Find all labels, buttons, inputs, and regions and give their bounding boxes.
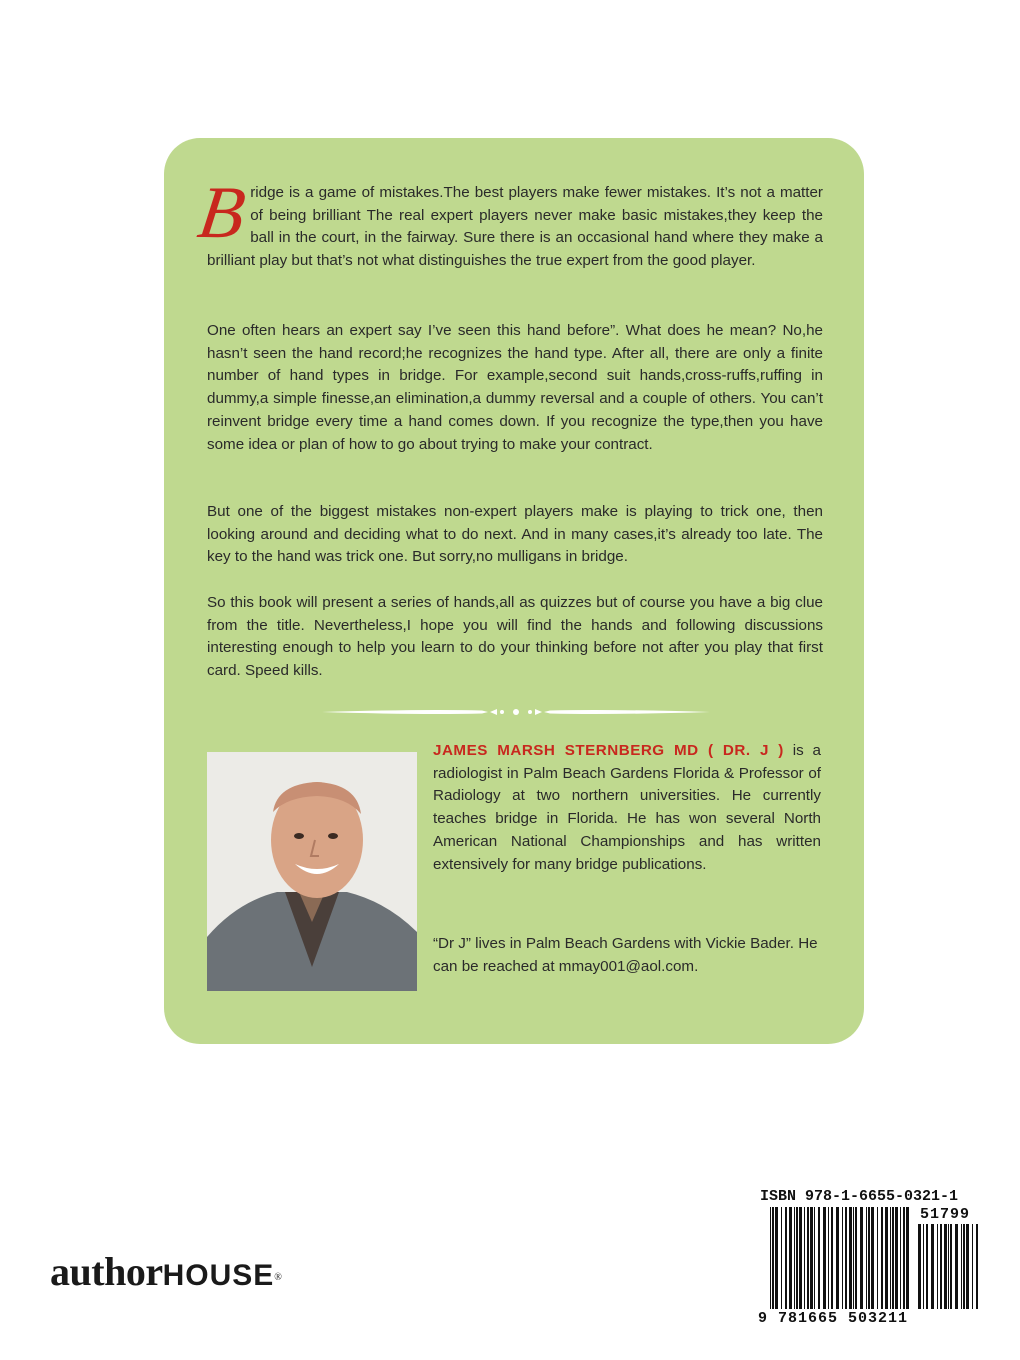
author-name: JAMES MARSH STERNBERG MD ( DR. J ) (433, 742, 784, 759)
divider-ornament (322, 700, 710, 724)
author-contact: “Dr J” lives in Palm Beach Gardens with Vickie Bader. He can be reached at mmay001@aol.com. (433, 935, 818, 975)
author-bio (433, 740, 821, 876)
author-photo (207, 752, 417, 991)
intro-paragraph-3: But one of the biggest mistakes non-expert players make is playing to trick one, then looking around and deciding what to do next. And in many cases,it’s already too late. The key to the hand was trick one. But sorry,no mulligans in bridge. (207, 503, 823, 566)
registered-mark: ® (274, 1272, 282, 1283)
addon-barcode-icon (918, 1224, 980, 1309)
author-portrait-icon (207, 752, 417, 991)
ean-digits: 9 781665 503211 (758, 1310, 909, 1327)
logo-word-author: author (50, 1249, 163, 1294)
logo-word-house: HOUSE (162, 1259, 275, 1292)
isbn-label: ISBN 978-1-6655-0321-1 (760, 1188, 959, 1205)
publisher-logo (50, 1250, 282, 1294)
intro-paragraph-2: One often hears an expert say I’ve seen this hand before”. What does he mean? No,he hasn’t seen the hand record;he recognizes the hand type. After all, there are only a finite number of hand types in bridge. For example,second suit hands,cross-ruffs,ruffing in dummy,a simple finesse,an elimination,a dummy reversal and a couple of others. You can’t reinvent bridge every time a hand comes down. If you recognize the type,then you have some idea or plan of how to go about trying to make your contract. (207, 322, 823, 453)
author-bio-text: is a radiologist in Palm Beach Gardens Florida & Professor of Radiology at two northern universities. He currently teaches bridge in Florida. He has won several North American National Championships and has written extensively for many bridge publications. (433, 742, 821, 873)
intro-paragraph-4: So this book will present a series of hands,all as quizzes but of course you have a big clue from the title. Nevertheless,I hope you will find the hands and following discussions interesting enough to help you learn to do your thinking before not after you play that first card. Speed kills. (207, 594, 823, 680)
price-code: 51799 (920, 1206, 971, 1223)
intro-paragraph-1-text: ridge is a game of mistakes.The best players make fewer mistakes. It’s not a matter of being brilliant The real expert players never make basic mistakes,they keep the ball in the court, in the fairway. Sure there is an occasional hand where they make a brilliant play but that’s not what distinguishes the true expert from the good player. (207, 184, 823, 270)
drop-cap: B (193, 172, 251, 254)
ean-barcode-icon (770, 1207, 910, 1309)
intro-paragraph-1 (193, 172, 823, 273)
